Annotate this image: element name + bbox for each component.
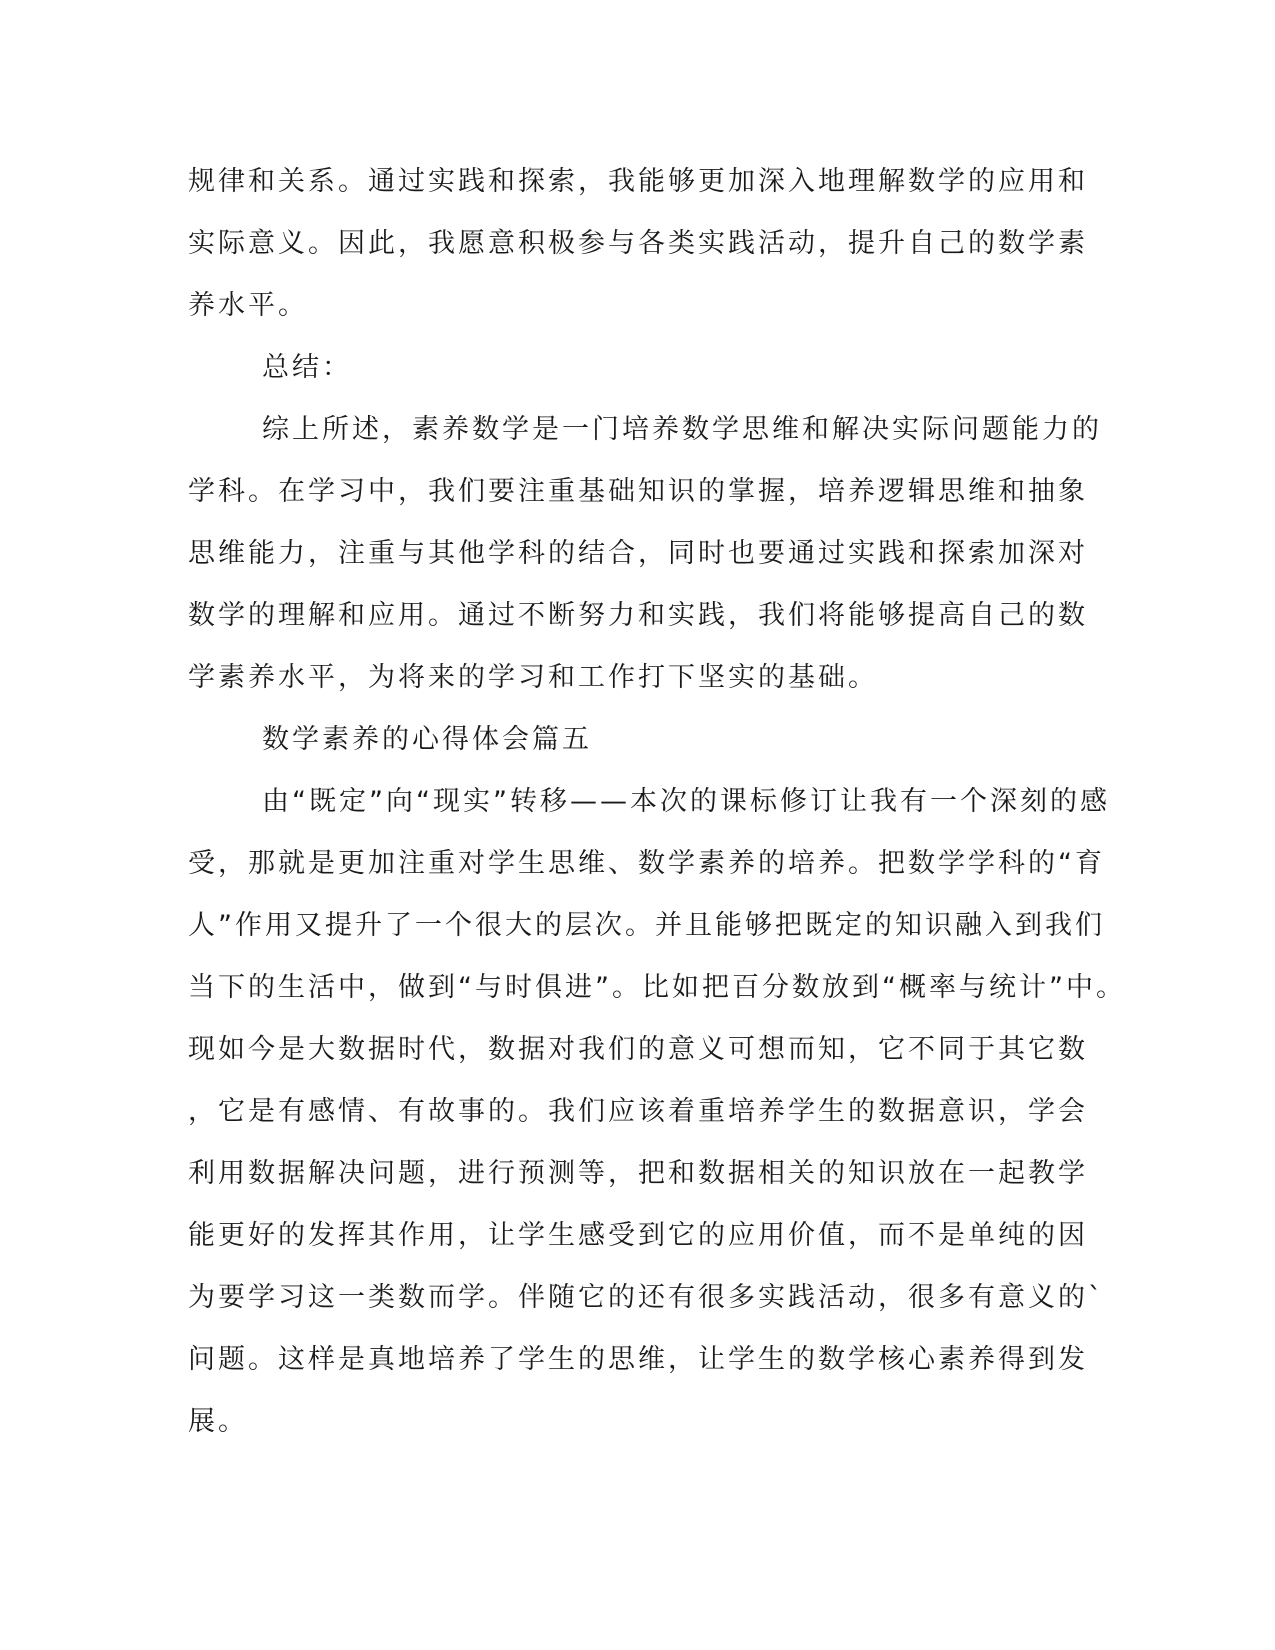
section-heading: 总结： (262, 352, 352, 383)
text-line: 实际意义。因此，我愿意积极参与各类实践活动，提升自己的数学素 (188, 228, 1088, 259)
text-line: 学素养水平，为将来的学习和工作打下坚实的基础。 (188, 662, 878, 693)
text-line: 现如今是大数据时代，数据对我们的意义可想而知，它不同于其它数 (188, 1034, 1088, 1065)
text-line: 为要学习这一类数而学。伴随它的还有很多实践活动，很多有意义的` (188, 1282, 1105, 1313)
text-line: 思维能力，注重与其他学科的结合，同时也要通过实践和探索加深对 (188, 538, 1088, 569)
text-line: 学科。在学习中，我们要注重基础知识的掌握，培养逻辑思维和抽象 (188, 476, 1088, 507)
text-line: 由“既定”向“现实”转移——本次的课标修订让我有一个深刻的感 (262, 786, 1110, 817)
text-line: 养水平。 (188, 290, 308, 321)
text-line: 问题。这样是真地培养了学生的思维，让学生的数学核心素养得到发 (188, 1344, 1088, 1375)
text-line: ，它是有感情、有故事的。我们应该着重培养学生的数据意识，学会 (188, 1096, 1088, 1127)
text-line: 利用数据解决问题，进行预测等，把和数据相关的知识放在一起教学 (188, 1158, 1088, 1189)
text-line: 综上所述，素养数学是一门培养数学思维和解决实际问题能力的 (262, 414, 1102, 445)
text-line: 受，那就是更加注重对学生思维、数学素养的培养。把数学学科的“育 (188, 848, 1105, 879)
text-line: 能更好的发挥其作用，让学生感受到它的应用价值，而不是单纯的因 (188, 1220, 1088, 1251)
text-line: 数学的理解和应用。通过不断努力和实践，我们将能够提高自己的数 (188, 600, 1088, 631)
text-line: 当下的生活中，做到“与时俱进”。比如把百分数放到“概率与统计”中。 (188, 972, 1126, 1003)
text-line: 展。 (188, 1406, 248, 1437)
section-title: 数学素养的心得体会篇五 (262, 724, 592, 755)
text-line: 人”作用又提升了一个很大的层次。并且能够把既定的知识融入到我们 (188, 910, 1105, 941)
text-line: 规律和关系。通过实践和探索，我能够更加深入地理解数学的应用和 (188, 166, 1088, 197)
